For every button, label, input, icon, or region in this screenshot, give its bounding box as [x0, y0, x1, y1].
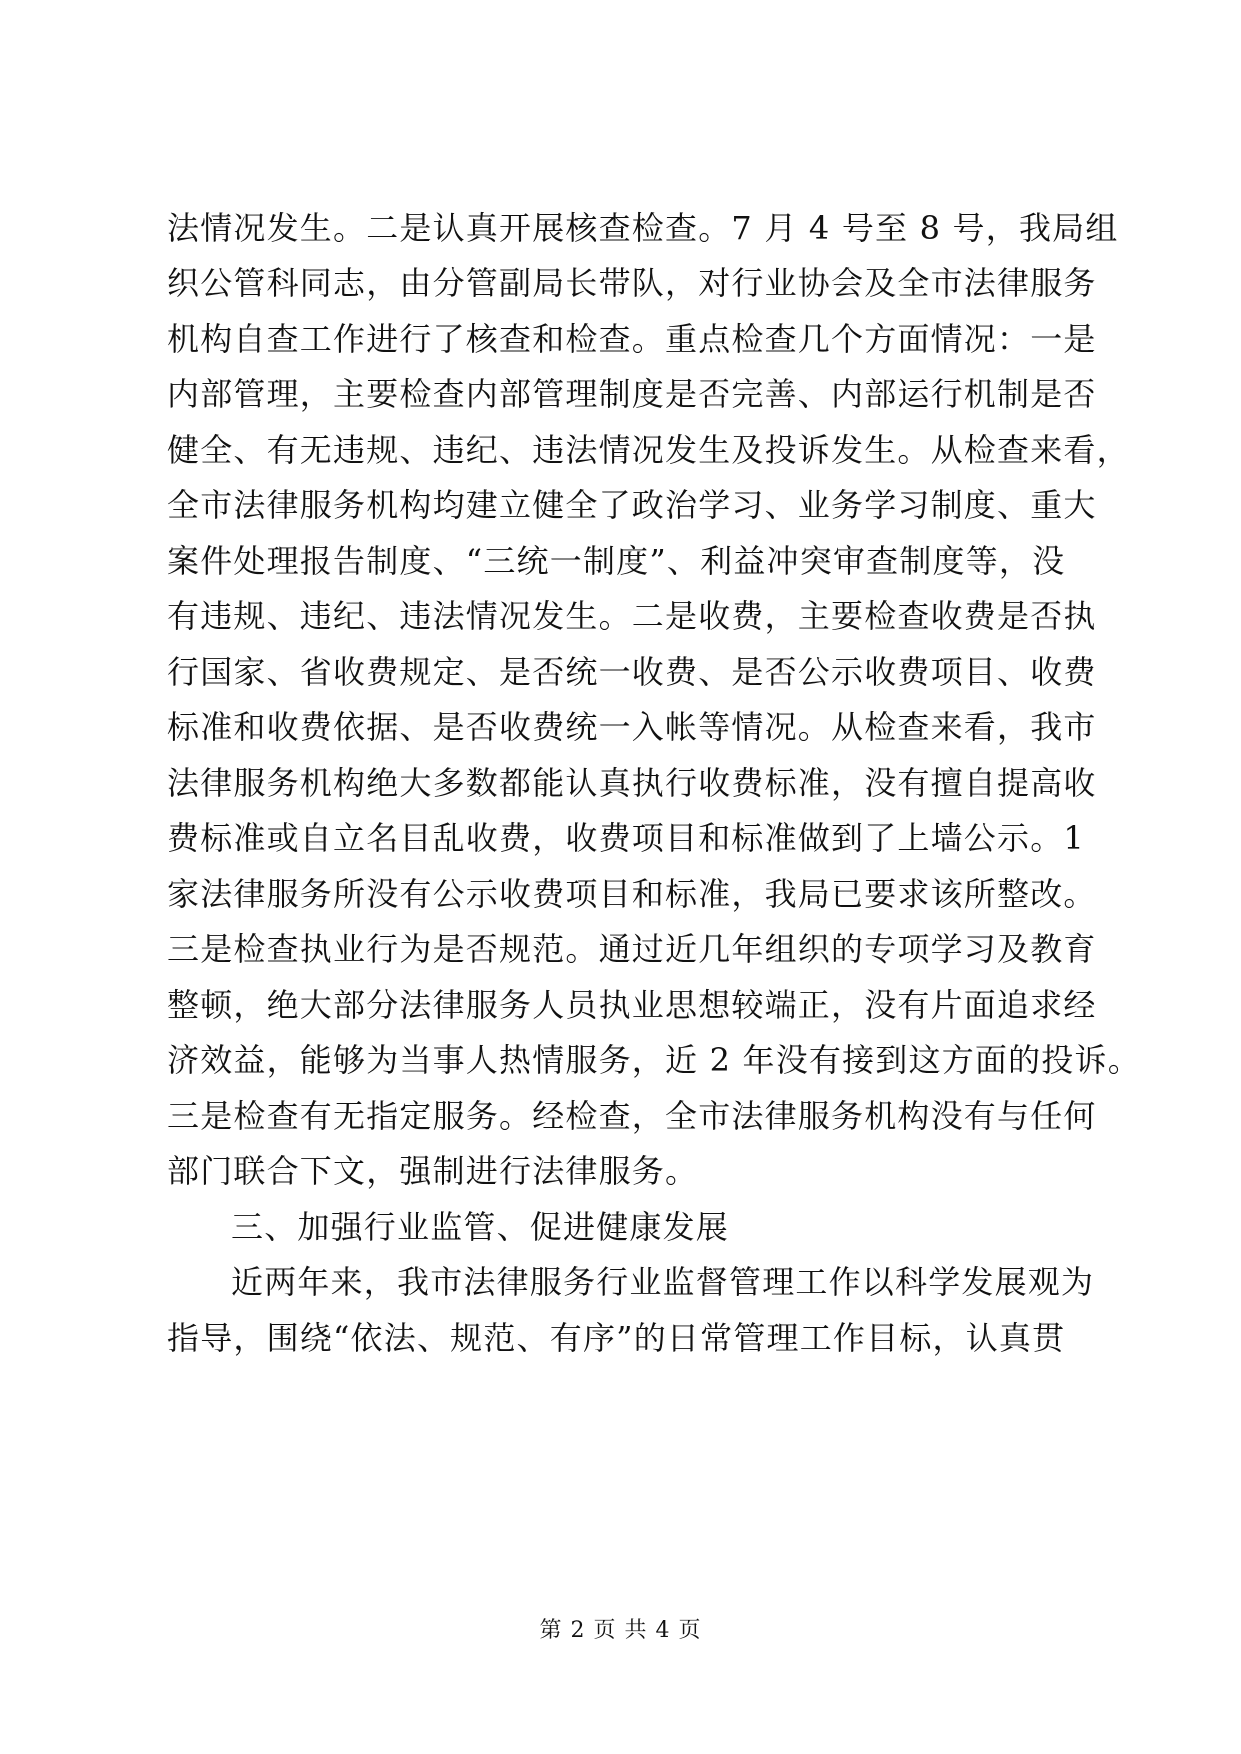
- body-line-16: 济效益，能够为当事人热情服务，近 2 年没有接到这方面的投诉。: [167, 1041, 1141, 1079]
- body-line-12: 费标准或自立名目乱收费，收费项目和标准做到了上墙公示。1: [167, 819, 1085, 857]
- body-line-3: 机构自查工作进行了核查和检查。重点检查几个方面情况：一是: [167, 320, 1097, 358]
- body-line-1: 法情况发生。二是认真开展核查检查。7 月 4 号至 8 号，我局组: [167, 209, 1119, 247]
- body-line-11: 法律服务机构绝大多数都能认真执行收费标准，没有擅自提高收: [167, 764, 1097, 802]
- body-line-10: 标准和收费依据、是否收费统一入帐等情况。从检查来看，我市: [167, 708, 1097, 746]
- body-line-13: 家法律服务所没有公示收费项目和标准，我局已要求该所整改。: [167, 875, 1097, 913]
- page-number-footer: 第 2 页 共 4 页: [539, 1618, 702, 1643]
- body-line-5: 健全、有无违规、违纪、违法情况发生及投诉发生。从检查来看，: [167, 431, 1130, 469]
- paragraph-line-2: 指导，围绕“依法、规范、有序”的日常管理工作目标，认真贯: [167, 1319, 1066, 1357]
- body-line-4: 内部管理，主要检查内部管理制度是否完善、内部运行机制是否: [167, 375, 1097, 413]
- paragraph-line-1: 近两年来，我市法律服务行业监督管理工作以科学发展观为: [231, 1263, 1095, 1301]
- body-line-6: 全市法律服务机构均建立健全了政治学习、业务学习制度、重大: [167, 486, 1097, 524]
- section-heading: 三、加强行业监管、促进健康发展: [231, 1208, 730, 1246]
- body-line-15: 整顿，绝大部分法律服务人员执业思想较端正，没有片面追求经: [167, 986, 1097, 1024]
- body-line-18: 部门联合下文，强制进行法律服务。: [167, 1152, 699, 1190]
- body-line-17: 三是检查有无指定服务。经检查，全市法律服务机构没有与任何: [167, 1097, 1097, 1135]
- body-line-2: 织公管科同志，由分管副局长带队，对行业协会及全市法律服务: [167, 264, 1097, 302]
- body-line-9: 行国家、省收费规定、是否统一收费、是否公示收费项目、收费: [167, 653, 1097, 691]
- body-line-14: 三是检查执业行为是否规范。通过近几年组织的专项学习及教育: [167, 930, 1097, 968]
- body-line-7: 案件处理报告制度、“三统一制度”、利益冲突审查制度等，没: [167, 542, 1066, 580]
- body-line-8: 有违规、违纪、违法情况发生。二是收费，主要检查收费是否执: [167, 597, 1097, 635]
